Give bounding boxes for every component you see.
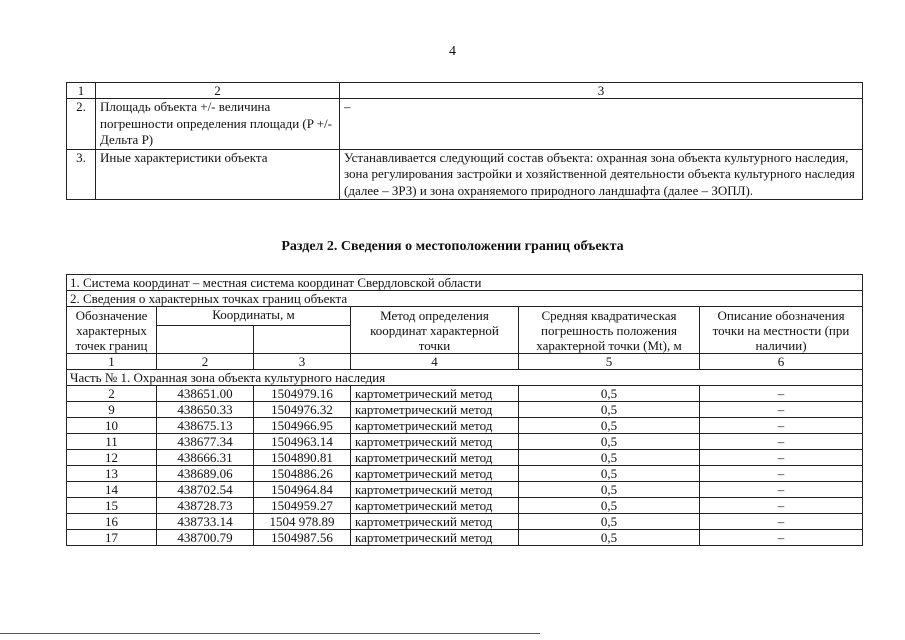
point-row <box>67 402 863 418</box>
point-number-cell: 14 <box>67 482 157 498</box>
characteristic-value: – <box>340 99 863 150</box>
table1-header-row <box>67 83 863 99</box>
error-cell: 0,5 <box>519 466 700 482</box>
method-cell: картометрический метод <box>351 418 519 434</box>
error-cell: 0,5 <box>519 530 700 546</box>
point-number-cell: 2 <box>67 386 157 402</box>
point-row <box>67 498 863 514</box>
point-number-cell: 15 <box>67 498 157 514</box>
coord-system-cell: 1. Система координат – местная система координат Свердловской области <box>67 275 863 291</box>
table1-header-cell: 2 <box>96 83 340 99</box>
page-bottom-rule <box>0 633 540 634</box>
point-row <box>67 482 863 498</box>
col-coords-header: Координаты, м <box>157 307 351 326</box>
column-number: 5 <box>519 354 700 370</box>
table1-row <box>67 99 863 150</box>
col-error-header: Средняя квадратическая погрешность положения характерной точки (Mt), м <box>519 307 700 354</box>
column-number: 6 <box>700 354 863 370</box>
point-row <box>67 530 863 546</box>
point-number-cell: 9 <box>67 402 157 418</box>
coord-x-cell: 438702.54 <box>157 482 254 498</box>
part-title-row <box>67 370 863 386</box>
row-number: 2. <box>67 99 96 150</box>
part-title-cell: Часть № 1. Охранная зона объекта культурного наследия <box>67 370 863 386</box>
coord-x-cell: 438700.79 <box>157 530 254 546</box>
description-cell: – <box>700 466 863 482</box>
column-number: 2 <box>157 354 254 370</box>
point-row <box>67 434 863 450</box>
coord-x-cell: 438728.73 <box>157 498 254 514</box>
points-info-cell: 2. Сведения о характерных точках границ объекта <box>67 291 863 307</box>
point-number-cell: 12 <box>67 450 157 466</box>
point-number-cell: 17 <box>67 530 157 546</box>
method-cell: картометрический метод <box>351 386 519 402</box>
error-cell: 0,5 <box>519 386 700 402</box>
point-number-cell: 10 <box>67 418 157 434</box>
coord-x-cell: 438675.13 <box>157 418 254 434</box>
col-desc-header: Описание обозначения точки на местности (при наличии) <box>700 307 863 354</box>
point-row <box>67 386 863 402</box>
coord-y-cell: 1504964.84 <box>254 482 351 498</box>
method-cell: картометрический метод <box>351 466 519 482</box>
coord-y-cell: 1504886.26 <box>254 466 351 482</box>
point-number-cell: 13 <box>67 466 157 482</box>
column-number-row <box>67 354 863 370</box>
row-number: 3. <box>67 149 96 200</box>
point-row <box>67 450 863 466</box>
description-cell: – <box>700 530 863 546</box>
points-info-row <box>67 291 863 307</box>
error-cell: 0,5 <box>519 514 700 530</box>
object-characteristics-table <box>66 82 863 200</box>
coord-y-cell: 1504959.27 <box>254 498 351 514</box>
col-method-header: Метод определения координат характерной точки <box>351 307 519 354</box>
coord-system-row <box>67 275 863 291</box>
point-row <box>67 466 863 482</box>
point-row <box>67 418 863 434</box>
col-point-header: Обозначение характерных точек границ <box>67 307 157 354</box>
coord-y-cell: 1504963.14 <box>254 434 351 450</box>
coord-x-cell: 438666.31 <box>157 450 254 466</box>
error-cell: 0,5 <box>519 418 700 434</box>
method-cell: картометрический метод <box>351 514 519 530</box>
point-number-cell: 11 <box>67 434 157 450</box>
method-cell: картометрический метод <box>351 482 519 498</box>
error-cell: 0,5 <box>519 434 700 450</box>
coords-y-subheader <box>254 326 351 354</box>
column-number: 4 <box>351 354 519 370</box>
method-cell: картометрический метод <box>351 450 519 466</box>
characteristic-name: Иные характеристики объекта <box>96 149 340 200</box>
page-number: 4 <box>449 44 456 59</box>
description-cell: – <box>700 386 863 402</box>
description-cell: – <box>700 402 863 418</box>
description-cell: – <box>700 514 863 530</box>
coord-y-cell: 1504890.81 <box>254 450 351 466</box>
coord-x-cell: 438733.14 <box>157 514 254 530</box>
coord-x-cell: 438651.00 <box>157 386 254 402</box>
coords-x-subheader <box>157 326 254 354</box>
coord-x-cell: 438689.06 <box>157 466 254 482</box>
characteristic-name: Площадь объекта +/- величина погрешности определения площади (P +/- Дельта P) <box>96 99 340 150</box>
characteristic-value: Устанавливается следующий состав объекта: охранная зона объекта культурного наследия, зона регулирования застройки и хозяйственной деятельности объекта культурного наследия (далее – ЗРЗ) и зона охраняемого природного ландшафта (далее – ЗОПЛ). <box>340 149 863 200</box>
table1-header-cell: 1 <box>67 83 96 99</box>
error-cell: 0,5 <box>519 450 700 466</box>
point-number-cell: 16 <box>67 514 157 530</box>
column-number: 1 <box>67 354 157 370</box>
method-cell: картометрический метод <box>351 434 519 450</box>
coord-y-cell: 1504966.95 <box>254 418 351 434</box>
method-cell: картометрический метод <box>351 402 519 418</box>
coord-x-cell: 438650.33 <box>157 402 254 418</box>
column-number: 3 <box>254 354 351 370</box>
method-cell: картометрический метод <box>351 530 519 546</box>
boundary-points-table <box>66 274 863 546</box>
description-cell: – <box>700 418 863 434</box>
method-cell: картометрический метод <box>351 498 519 514</box>
description-cell: – <box>700 482 863 498</box>
column-header-row <box>67 307 863 326</box>
point-row <box>67 514 863 530</box>
coord-y-cell: 1504987.56 <box>254 530 351 546</box>
error-cell: 0,5 <box>519 482 700 498</box>
description-cell: – <box>700 434 863 450</box>
coord-y-cell: 1504 978.89 <box>254 514 351 530</box>
table1-header-cell: 3 <box>340 83 863 99</box>
coord-y-cell: 1504976.32 <box>254 402 351 418</box>
description-cell: – <box>700 498 863 514</box>
error-cell: 0,5 <box>519 402 700 418</box>
section-title: Раздел 2. Сведения о местоположении границ объекта <box>281 239 624 254</box>
error-cell: 0,5 <box>519 498 700 514</box>
coord-x-cell: 438677.34 <box>157 434 254 450</box>
coord-y-cell: 1504979.16 <box>254 386 351 402</box>
table1-row <box>67 149 863 200</box>
description-cell: – <box>700 450 863 466</box>
